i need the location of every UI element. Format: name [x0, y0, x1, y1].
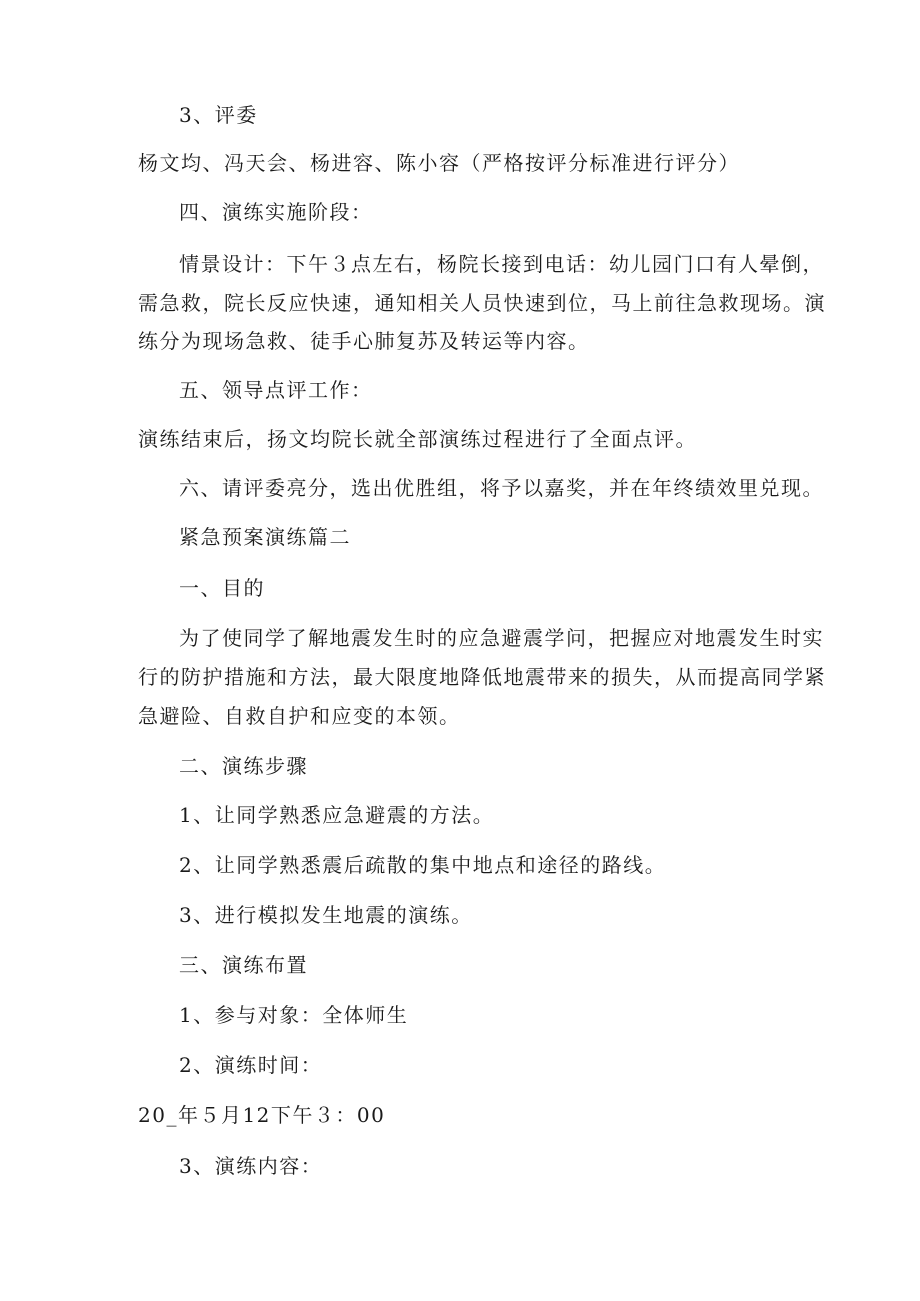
list-item-step-2: 2、让同学熟悉震后疏散的集中地点和途径的路线。 — [179, 853, 667, 877]
heading-judges: 3、评委 — [179, 103, 258, 127]
list-item-drill-time: 2、演练时间： — [179, 1053, 323, 1077]
heading-leader-review: 五、领导点评工作： — [179, 378, 373, 402]
paragraph-drill-date: 20_年５月12下午３：00 — [138, 1103, 386, 1127]
paragraph-scenario-line-3: 练分为现场急救、徒手心肺复苏及转运等内容。 — [138, 329, 590, 353]
paragraph-scenario-line-2: 需急救，院长反应快速，通知相关人员快速到位，马上前往急救现场。演 — [138, 291, 826, 315]
paragraph-purpose-line-1: 为了使同学了解地震发生时的应急避震学问，把握应对地震发生时实 — [179, 626, 824, 650]
paragraph-scoring: 六、请评委亮分，选出优胜组，将予以嘉奖，并在年终绩效里兑现。 — [179, 476, 824, 500]
paragraph-judges-list: 杨文均、冯天会、杨进容、陈小容（严格按评分标准进行评分） — [138, 151, 740, 175]
paragraph-scenario-line-1: 情景设计：下午３点左右，杨院长接到电话：幼儿园门口有人晕倒， — [179, 252, 824, 276]
section-title-part-two: 紧急预案演练篇二 — [179, 525, 351, 549]
list-item-drill-content: 3、演练内容： — [179, 1154, 323, 1178]
list-item-step-3: 3、进行模拟发生地震的演练。 — [179, 903, 473, 927]
heading-purpose: 一、目的 — [179, 576, 265, 600]
heading-drill-arrangement: 三、演练布置 — [179, 953, 308, 977]
list-item-step-1: 1、让同学熟悉应急避震的方法。 — [179, 803, 495, 827]
heading-drill-steps: 二、演练步骤 — [179, 754, 308, 778]
paragraph-purpose-line-2: 行的防护措施和方法，最大限度地降低地震带来的损失，从而提高同学紧 — [138, 665, 826, 689]
list-item-participants: 1、参与对象：全体师生 — [179, 1003, 409, 1027]
heading-implementation: 四、演练实施阶段： — [179, 200, 373, 224]
paragraph-review: 演练结束后，扬文均院长就全部演练过程进行了全面点评。 — [138, 427, 697, 451]
paragraph-purpose-line-3: 急避险、自救自护和应变的本领。 — [138, 704, 461, 728]
